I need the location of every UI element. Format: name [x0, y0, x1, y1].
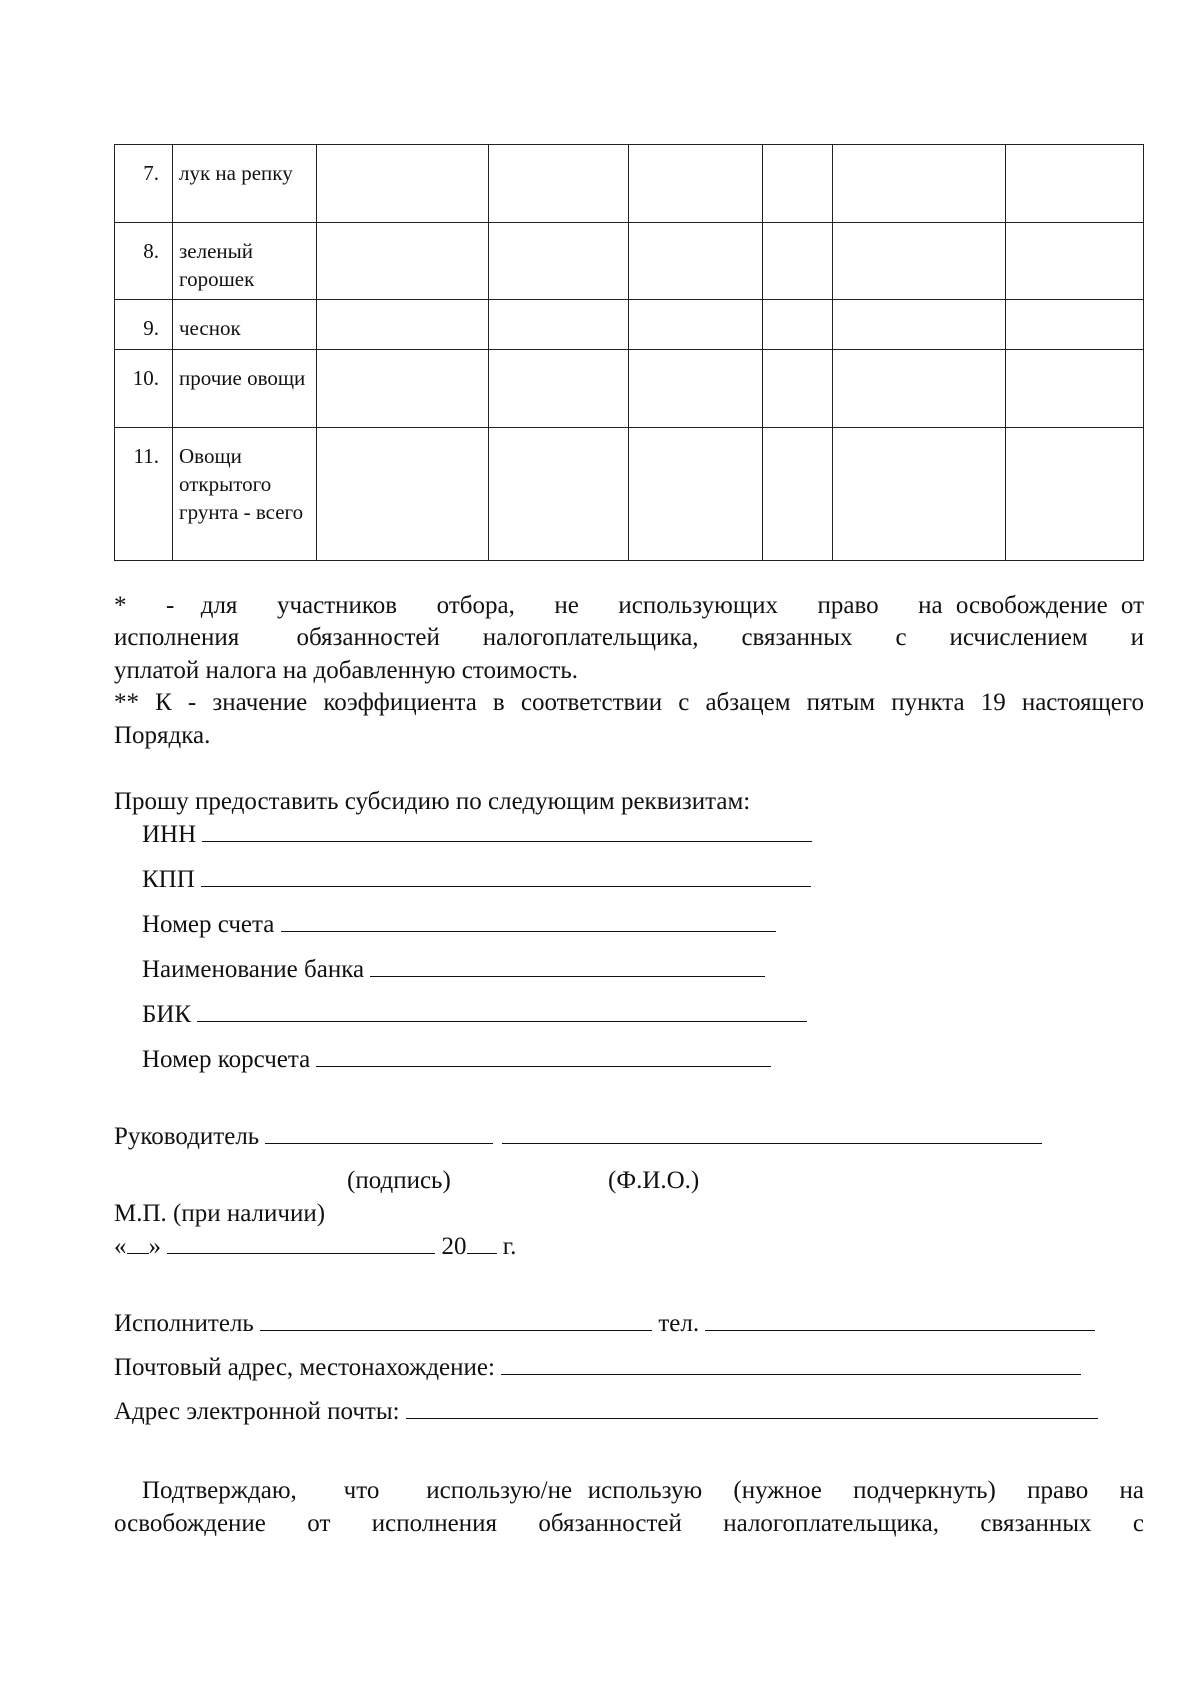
table-cell[interactable] — [629, 145, 763, 223]
row-name: Овощи открытого грунта - всего — [173, 428, 317, 561]
row-name: чеснок — [173, 300, 317, 350]
table-cell[interactable] — [317, 223, 489, 300]
table-cell[interactable] — [833, 300, 1006, 350]
row-name: зеленый горошек — [173, 223, 317, 300]
signature-caption: (подпись) — [347, 1167, 451, 1194]
vegetables-table — [114, 144, 1144, 561]
table-cell[interactable] — [629, 300, 763, 350]
executor-row — [114, 1308, 1095, 1340]
table-cell[interactable] — [1006, 428, 1144, 561]
head-label: Руководитель — [114, 1123, 260, 1150]
bik-input[interactable] — [197, 999, 807, 1022]
footnote-star-line: исполнения обязанностей налогоплательщика, связанных с исчислением и — [114, 624, 1144, 651]
year-prefix: 20 — [441, 1233, 467, 1260]
table-cell[interactable] — [763, 300, 833, 350]
year-input[interactable] — [467, 1231, 497, 1254]
kpp-label: КПП — [142, 866, 195, 893]
table-row — [115, 350, 1144, 428]
inn-input[interactable] — [202, 819, 812, 842]
table-cell[interactable] — [1006, 145, 1144, 223]
bank-label: Наименование банка — [142, 956, 365, 983]
bik-field — [142, 999, 807, 1031]
row-number: 7. — [115, 145, 173, 223]
date-close-quote: » — [148, 1233, 161, 1260]
table-cell[interactable] — [833, 428, 1006, 561]
row-number: 10. — [115, 350, 173, 428]
month-input[interactable] — [167, 1231, 435, 1254]
row-number: 8. — [115, 223, 173, 300]
table-cell[interactable] — [489, 145, 629, 223]
email-label: Адрес электронной почты: — [114, 1398, 400, 1425]
table-row — [115, 428, 1144, 561]
day-input[interactable] — [127, 1231, 149, 1254]
confirmation-line: Подтверждаю, что использую/не использую (нужное подчеркнуть) право на — [142, 1477, 1144, 1504]
full-name-input[interactable] — [502, 1121, 1042, 1144]
bank-field — [142, 954, 765, 986]
table-cell[interactable] — [489, 300, 629, 350]
table-row — [115, 223, 1144, 300]
footnote-k-line: ** К - значение коэффициента в соответствии с абзацем пятым пункта 19 настоящего — [114, 689, 1144, 716]
date-open-quote: « — [114, 1233, 127, 1260]
footnote-star-line: * - для участников отбора, не использующих право на освобождение от — [114, 592, 1144, 619]
account-input[interactable] — [281, 909, 776, 932]
kpp-input[interactable] — [201, 864, 811, 887]
table-cell[interactable] — [763, 223, 833, 300]
row-name: лук на репку — [173, 145, 317, 223]
date-row — [114, 1231, 516, 1263]
email-input[interactable] — [406, 1396, 1098, 1419]
corr-account-input[interactable] — [316, 1044, 771, 1067]
table-cell[interactable] — [317, 145, 489, 223]
table-cell[interactable] — [1006, 300, 1144, 350]
table-cell[interactable] — [629, 350, 763, 428]
kpp-field — [142, 864, 811, 896]
table-cell[interactable] — [489, 223, 629, 300]
account-field — [142, 909, 776, 941]
table-cell[interactable] — [629, 428, 763, 561]
requisites-intro: Прошу предоставить субсидию по следующим реквизитам: — [114, 788, 751, 815]
row-name: прочие овощи — [173, 350, 317, 428]
executor-label: Исполнитель — [114, 1310, 254, 1337]
account-label: Номер счета — [142, 911, 275, 938]
table-row — [115, 300, 1144, 350]
inn-label: ИНН — [142, 821, 197, 848]
executor-input[interactable] — [260, 1308, 652, 1331]
corr-account-label: Номер корсчета — [142, 1046, 311, 1073]
address-row — [114, 1352, 1081, 1384]
table-cell[interactable] — [833, 223, 1006, 300]
table-row — [115, 145, 1144, 223]
email-row — [114, 1396, 1098, 1428]
table-cell[interactable] — [317, 428, 489, 561]
full-name-caption: (Ф.И.О.) — [608, 1167, 700, 1194]
address-label: Почтовый адрес, местонахождение: — [114, 1354, 495, 1381]
stamp-label: М.П. (при наличии) — [114, 1200, 326, 1227]
phone-label: тел. — [658, 1310, 700, 1337]
table-cell[interactable] — [317, 300, 489, 350]
table-cell[interactable] — [317, 350, 489, 428]
table-cell[interactable] — [763, 145, 833, 223]
address-input[interactable] — [501, 1352, 1081, 1375]
table-cell[interactable] — [763, 350, 833, 428]
year-suffix: г. — [502, 1233, 517, 1260]
phone-input[interactable] — [705, 1308, 1095, 1331]
head-signature-row — [114, 1121, 1042, 1153]
row-number: 11. — [115, 428, 173, 561]
table-cell[interactable] — [1006, 223, 1144, 300]
bik-label: БИК — [142, 1001, 192, 1028]
bank-input[interactable] — [370, 954, 765, 977]
table-cell[interactable] — [1006, 350, 1144, 428]
row-number: 9. — [115, 300, 173, 350]
inn-field — [142, 819, 812, 851]
table-cell[interactable] — [763, 428, 833, 561]
signature-input[interactable] — [265, 1121, 493, 1144]
footnote-k-line: Порядка. — [114, 722, 211, 749]
table-cell[interactable] — [489, 428, 629, 561]
corr-account-field — [142, 1044, 771, 1076]
table-cell[interactable] — [833, 145, 1006, 223]
confirmation-line: освобождение от исполнения обязанностей налогоплательщика, связанных с — [114, 1510, 1144, 1537]
table-cell[interactable] — [833, 350, 1006, 428]
table-cell[interactable] — [489, 350, 629, 428]
table-cell[interactable] — [629, 223, 763, 300]
footnote-star-line: уплатой налога на добавленную стоимость. — [114, 657, 578, 684]
